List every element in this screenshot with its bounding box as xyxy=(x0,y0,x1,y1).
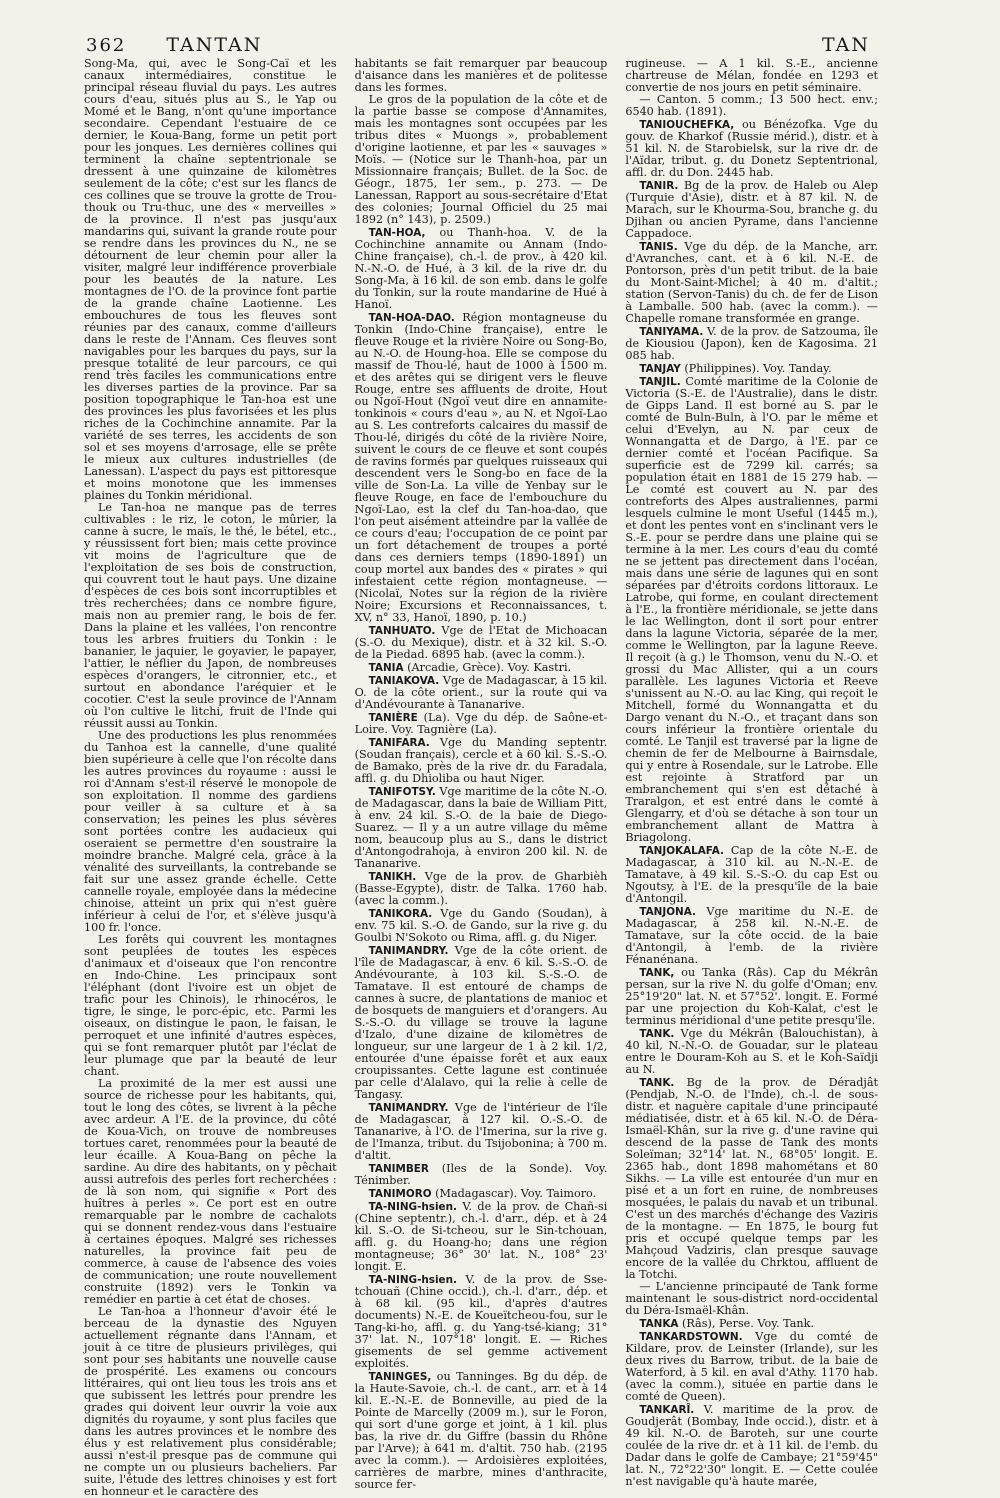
dictionary-entry xyxy=(625,1331,878,1403)
entry-text: Comté maritime de la Colonie de Victoria (S.-E. de l'Australie), dans le distr. de Gipps Land. Il est borné au S. par le comté de Buln-Buln, à l'O. par le même et celui d'Evelyn, au N. par ceux de Wonnangatta et de Dargo, à l'E. par ce dernier comté et l'océan Pacifique. Sa superficie est de 7299 kil. carrés; sa population était en 1881 de 15 279 hab. — Le comté est couvert au N. par des contreforts des Alpes australiennes, parmi lesquels culmine le mont Useful (1445 m.), et dont les pentes vont en s'inclinant vers le S.-E. pour se perdre dans une plaine qui se termine à la mer. Les cours d'eau du comté ne se jettent pas directement dans l'océan, mais dans une série de lagunes qui en sont séparées par d'étroits cordons littoraux. Le Latrobe, qui forme, en coulant directement à l'E., la frontière méridionale, se jette dans le lac Wellington, dont il sort pour entrer dans la lagune Victoria, séparée de la mer, comme le Wellington, par la lagune Reeve. Il reçoit (à g.) le Thomson, venu du N.-O. et grossi du Mac Allister, qui a un cours parallèle. Les lagunes Victoria et Reeve s'unissent au N.-O. au lac King, qui reçoit le Mitchell, formé du Wonnangatta et du Dargo venant du N.-O., et traçant dans son cours inférieur la frontière orientale du comté. Le Tanjil est traversé par la ligne de chemin de fer de Melbourne à Bairnsdale, qui y entre à Rosendale, sur le Latrobe. Elle est rejointe à Stratford par un embranchement qui s'en est détaché à Traralgon, et est entré dans le comté à Glengarry, et d'où se détache à son tour un embranchement allant de Mattra à Briagolong. xyxy=(625,375,878,844)
running-head-right: TAN xyxy=(822,34,870,56)
entry-headword: TANIMORO xyxy=(368,1188,432,1200)
entry-text: Le Tan-hoa a l'honneur d'avoir été le berceau de la dynastie des Nguyen actuellement régnante dans l'Annam, et jouit à ce titre de plusieurs privilèges, qui sont pour ses habitants une nouvelle cause de prospérité. Les examens ou concours littéraires, qui ont lieu tous les trois ans et que subissent les lettrés pour prendre les grades qui doivent leur ouvrir la voie aux dignités du royaume, y sont plus faciles que dans les autres provinces et le nombre des élus y est relativement plus considérable; aussi n'est-il presque pas de commune qui ne compte un ou plusieurs bacheliers. Par suite, l'étude des lettres chinoises y est fort en honneur et le caractère des xyxy=(84,1305,337,1498)
entry-headword: TANJONA. xyxy=(639,906,696,918)
column-right xyxy=(625,57,879,1488)
entry-headword: TANKARÎ. xyxy=(639,1404,695,1416)
entry-text: Le gros de la population de la côte et de la partie basse se compose d'Annamites, mais les montagnes sont occupées par les tribus dites « Muongs », probablement d'origine laotienne, et par les « sauvages » Moïs. — (Notice sur le Thanh-hoa, par un Missionnaire français; Bullet. de la Soc. de Géogr., 1875, 1er sem., p. 273. — De Lanessan, Rapport au sous-secrétaire d'Etat des colonies; Journal Officiel du 25 mai 1892 (n° 143), p. 2509.) xyxy=(354,93,608,226)
entry-text: — Canton. 5 comm.; 13 500 hect. env.; 6540 hab. (1891). xyxy=(625,93,878,118)
entry-headword: TANIFOTSY. xyxy=(368,786,436,798)
dictionary-entry xyxy=(355,908,608,944)
entry-text: Vge du dép. de la Manche, arr. d'Avranches, cant. et à 6 kil. N.-E. de Pontorson, près d'un petit tribut. de la baie du Mont-Saint-Michel; à 40 m. d'altit.; station (Servon-Tanis) du ch. de fer de Lison à Lamballe. 500 hab. (avec la comm.). — Chapelle romane transformée en grange. xyxy=(625,240,878,325)
dictionary-entry xyxy=(355,1188,608,1200)
entry-text: Vge de la côte orient. de l'île de Madagascar, à env. 6 kil. S.-S.-O. de Andévourante, à 103 kil. S.-S.-O. de Tamatave. Il est entouré de champs de cannes à sucre, de plantations de manioc et de bosquets de manguiers et d'orangers. Au S.-S.-O. du village se trouve la lagune d'Izalo, d'une dizaine de kilomètres de longueur, sur une largeur de 1 à 2 kil. 1/2, entourée d'une épaisse forêt et aux eaux croupissantes. Cette lagune est continuée par celle d'Alalavo, qui la relie à celle de Tangasy. xyxy=(354,944,608,1101)
entry-text: V. de la prov. de Satzouma, île de Kiousiou (Japon), ken de Kagosima. 21 085 hab. xyxy=(625,325,878,362)
entry-headword: TANJIL. xyxy=(639,376,681,388)
entry-text: rugineuse. — A 1 kil. S.-E., ancienne chartreuse de Mélan, fondée en 1293 et convertie de nos jours en petit séminaire. xyxy=(625,57,878,94)
entry-headword: TANKA xyxy=(639,1318,679,1330)
dictionary-entry xyxy=(355,737,608,785)
entry-text: Le Tan-hoa ne manque pas de terres cultivables : le riz, le coton, le mûrier, la canne à sucre, le maïs, le thé, le bétel, etc., y réussissent fort bien; mais cette province vit moins de l'agriculture que de l'exploitation de ses bois de construction, qui couvrent tout le haut pays. Une dizaine d'espèces de ces bois sont incorruptibles et très recherchées; dans ce nombre figure, mais non au premier rang, le bois de fer. Dans la plaine et les vallées, l'on rencontre tous les arbres fruitiers du Tonkin : le bananier, le jaquier, le goyavier, le papayer, l'attier, le néflier du Japon, de nombreuses espèces d'orangers, le citronnier, etc., et surtout en abondance l'aréquier et le cocotier. C'est la seule province de l'Annam où l'on cultive le litchi, fruit de l'Inde qui réussit aussi au Tonkin. xyxy=(84,501,337,730)
entry-text: Vge de l'Etat de Michoacan (S.-O. du Mexique), distr. et à 32 kil. S.-O. de la Piedad. 6895 hab. (avec la comm.). xyxy=(354,624,608,661)
entry-headword: TANIS. xyxy=(639,241,678,253)
dictionary-entry xyxy=(625,376,878,844)
entry-text: — L'ancienne principauté de Tank forme maintenant le sous-district nord-occidental du Déra-Ismaël-Khân. xyxy=(625,1280,878,1317)
dictionary-entry xyxy=(625,1404,878,1488)
entry-headword: TANJOKALAFA. xyxy=(639,845,724,857)
entry-text: Vge du Gando (Soudan), à env. 75 kil. S.-O. de Gando, sur la rive g. du Goulbi N'Sokoto ou Rima, affl. g. du Niger. xyxy=(354,907,608,944)
entry-text: Vge maritime de la côte N.-O. de Madagascar, dans la baie de William Pitt, à env. 24 kil. S.-O. de la baie de Diego-Suarez. — Il y a un autre village du même nom, beaucoup plus au S., dans le district d'Antongodrahoja, à environ 200 kil. N. de Tananarive. xyxy=(354,785,608,870)
column-middle xyxy=(354,57,608,1491)
entry-text: ou Thanh-hoa. V. de la Cochinchine annamite ou Annam (Indo-Chine française), ch.-l. de prov., à 420 kil. N.-N.-O. de Hué, à 3 kil. de la rive dr. du Song-Ma, à 16 kil. de son emb. dans le golfe du Tonkin, sur la route mandarine de Hué à Hanoï. xyxy=(354,226,608,311)
entry-text: ou Tanka (Râs). Cap du Mékrân persan, sur la rive N. du golfe d'Oman; env. 25°19'20" lat. N. et 57°52'. longit. E. Formé par une projection du Koh-Kalat, c'est le terminus méridional d'une petite presqu'île. xyxy=(625,966,878,1027)
entry-headword: TANINGES, xyxy=(368,1371,432,1383)
dictionary-entry xyxy=(355,312,608,624)
running-head-center: TAN xyxy=(214,34,263,56)
dictionary-entry xyxy=(355,1371,608,1491)
text-paragraph xyxy=(84,1306,337,1498)
dictionary-entry xyxy=(355,712,608,736)
text-paragraph xyxy=(84,502,337,730)
entry-text: (Arcadie, Grèce). Voy. Kastri. xyxy=(407,661,572,674)
page-number: 362 xyxy=(86,35,127,56)
entry-text: Vge de l'intérieur de l'île de Madagascar, à 127 kil. O.-S.-O. de Tananarive, à l'O. de l'Imerina, sur la rive g. de l'Imanza, tribut. du Tsijobonina; à 700 m. d'altit. xyxy=(354,1101,608,1162)
entry-text: Bg de la prov. de Haleb ou Alep (Turquie d'Asie), distr. et à 87 kil. N. de Marach, sur le Khourma-Sou, branche g. du Djihan ou ancien Pyrame, dans l'ancienne Cappadoce. xyxy=(625,179,878,240)
entry-text: (La). Vge du dép. de Saône-et-Loire. Voy. Tagnière (La). xyxy=(354,711,608,736)
entry-text: Bg de la prov. de Déradjât (Pendjab, N.-O. de l'Inde), ch.-l. de sous-distr. et naguère capitale d'une principauté médiatisée, distr. et à 65 kil. N.-O. de Déra-Ismaël-Khân, sur la rive g. d'une ravine qui descend de la passe de Tank des monts Soleïman; 32°14' lat. N., 68°05' longit. E. 2365 hab., dont 1898 mahométans et 80 Sikhs. — La ville est entourée d'un mur en pisé et a un fort en ruine, de nombreuses mosquées, le palais du navab et un tribunal. C'est un des marchés d'échange des Vaziris de la montagne. — En 1875, le bourg fut pris et occupé quelque temps par les Mahçoud Vadziris, clan presque sauvage encore de la vallée du Chrktou, affluent de la Totchi. xyxy=(625,1076,878,1281)
page-header xyxy=(86,34,870,56)
entry-headword: TANK. xyxy=(639,1077,675,1089)
entry-text: ou Tanninges. Bg du dép. de la Haute-Savoie, ch.-l. de cant., arr. et à 14 kil. E.-N.-E. de Bonneville, au pied de la Pointe de Marcelly (2009 m.), sur le Foron, qui sort d'une gorge et joint, à 1 kil. plus bas, la rive dr. du Giffre (bassin du Rhône par l'Arve); à 641 m. d'altit. 750 hab. (2195 avec la comm.). — Ardoisières exploitées, carrières de marbre, mines d'anthracite, source fer- xyxy=(354,1370,608,1491)
entry-headword: TANIMANDRY. xyxy=(368,945,449,957)
entry-headword: TANKARDSTOWN. xyxy=(639,1331,743,1343)
dictionary-entry xyxy=(355,945,608,1101)
entry-headword: TANIMANDRY. xyxy=(368,1102,449,1114)
text-paragraph xyxy=(355,94,608,226)
entry-text: Song-Ma, qui, avec le Song-Caï et les canaux intermédiaires, constitue le principal réseau fluvial du pays. Les autres cours d'eau, situés plus au S., le Yap ou Momé et le Bang, n'ont qu'une importance secondaire. Cependant l'estuaire de ce dernier, le Koua-Bang, forme un petit port pour les jonques. Les dernières collines qui terminent la chaîne septentrionale se dressent à une quinzaine de kilomètres seulement de la côte; c'est sur les flancs de ces collines que se trouve la grotte de Trou-thouk ou Tru-thuc, une des « merveilles » de la province. Il n'est pas jusqu'aux mandarins qui, suivant la grande route pour se rendre dans les provinces du N., ne se détournent de leur chemin pour aller la visiter, malgré leur indifférence proverbiale pour les beautés de la nature. Les montagnes de l'O. de la province font partie de la grande chaîne Laotienne. Les embouchures de tous les fleuves sont réunies par des canaux, comme d'ailleurs dans le reste de l'Annam. Ces fleuves sont navigables pour les barques du pays, sur la presque totalité de leur parcours, ce qui rend très faciles les communications entre les diverses parties de la province. Par sa position topographique le Tan-hoa est une des provinces les plus favorisées et les plus riches de la Cochinchine annamite. Par la variété de ses terres, les accidents de son sol et ses moyens d'arrosage, elle se prête le mieux aux cultures industrielles (de Lanessan). L'aspect du pays est pittoresque et moins monotone que les immenses plaines du Tonkin méridional. xyxy=(84,57,337,502)
text-paragraph xyxy=(84,58,337,502)
dictionary-entry xyxy=(355,227,608,311)
entry-headword: TANIÈRE xyxy=(368,712,418,724)
entry-text: V. de la prov. de Chañ-si (Chine septentr.), ch.-l. d'arr., dép. et à 24 kil. S.-O. de Si-tcheou, sur le Sin-tchouan, affl. g. du Hoang-ho; dans une région montagneuse; 36° 30' lat. N., 108° 23' longit. E. xyxy=(354,1200,608,1273)
text-paragraph xyxy=(84,1078,337,1306)
dictionary-entry xyxy=(625,1077,878,1281)
entry-headword: TANIKORA. xyxy=(368,908,433,920)
entry-headword: TANIR. xyxy=(639,180,679,192)
entry-headword: TANIKH. xyxy=(368,871,417,883)
entry-text: (Râs), Perse. Voy. Tank. xyxy=(682,1317,814,1330)
dictionary-entry xyxy=(625,1318,878,1330)
dictionary-entry xyxy=(355,662,608,674)
dictionary-entry xyxy=(355,1201,608,1273)
dictionary-entry xyxy=(625,845,878,905)
entry-text: Région montagneuse du Tonkin (Indo-Chine française), entre le fleuve Rouge et la rivière Noire ou Song-Bo, au N.-O. de Houng-hoa. Elle se compose du massif de Thou-lé, haut de 1000 à 1500 m. et des arêtes qui se dirigent vers le fleuve Rouge, entre ses affluents de droite, Hout ou Ngoï-Hout (Ngoï veut dire en annamite-tonkinois « cours d'eau », au N. et Ngoï-Lao au S. Les contreforts calcaires du massif de Thou-lé, dirigés du côté de la rivière Noire, suivent le cours de ce fleuve et sont coupés de ravins formés par quelques ruisseaux qui descendent vers le Song-bo en face de la ville de Son-La. La ville de Yenbay sur le fleuve Rouge, en face de l'embouchure du Ngoï-Lao, est la clef du Tan-hoa-dao, que l'on peut aisément atteindre par la vallée de ce cours d'eau; l'occupation de ce point par un fort détachement de troupes a porté dans ces derniers temps (1890-1891) un coup mortel aux bandes des « pirates » qui infestaient cette région montagneuse. — (Nicolaï, Notes sur la région de la rivière Noire; Excursions et Reconnaissances, t. XV, n° 33, Hanoï, 1890, p. 10.) xyxy=(354,311,608,624)
entry-text: (Philippines). Voy. Tanday. xyxy=(684,362,832,375)
entry-text: Vge maritime du N.-E. de Madagascar, à 258 kil. N.-N.-E. de Tamatave, sur la côte occid. de la baie d'Antongil, à l'emb. de la rivière Fénanénana. xyxy=(625,905,878,966)
dictionary-entry xyxy=(625,363,878,375)
entry-text: Une des productions les plus renommées du Tanhoa est la cannelle, d'une qualité bien supérieure à celle que l'on récolte dans les autres provinces du royaume : aussi le roi d'Annam s'est-il réservé le monopole de son exploitation. Il nomme des gardiens pour veiller à sa culture et à sa conservation; les peines les plus sévères sont portées contre les audacieux qui oseraient se permettre d'en soustraire la moindre branche. Malgré cela, grâce à la vénalité des surveillants, la contrebande se fait sur une assez grande échelle. Cette cannelle royale, employée dans la médecine chinoise, atteint un prix qui n'est guère inférieur à celui de l'or, et s'élève jusqu'à 100 fr. l'once. xyxy=(84,729,337,934)
dictionary-entry xyxy=(625,119,878,179)
entry-headword: TA-NING-hsien. xyxy=(368,1201,457,1213)
dictionary-entry xyxy=(625,180,878,240)
text-paragraph xyxy=(84,730,337,934)
entry-text: Cap de la côte N.-E. de Madagascar, à 310 kil. au N.-N.-E. de Tamatave, à 49 kil. S.-S.-O. du cap Est ou Ngoutsy, à l'E. de la presqu'île de la baie d'Antongil. xyxy=(625,844,879,905)
dictionary-entry xyxy=(355,1274,608,1370)
column-left xyxy=(84,57,337,1498)
entry-text: V. maritime de la prov. de Goudjerât (Bombay, Inde occid.), distr. et à 49 kil. N.-O. de Baroteh, sur une courte coulée de la rive dr. et à 11 kil. de l'emb. du Dadar dans le golfe de Cambaye; 21°59'45" lat. N., 72°22'30" longit. E. — Cette coulée n'est navigable qu'à haute marée, xyxy=(625,1403,878,1488)
entry-text: Vge du Manding septentr. (Soudan français), cercle et à 60 kil. S.-S.-O. de Bamako, près de la rive dr. du Faradala, affl. g. du Dhioliba ou haut Niger. xyxy=(354,736,608,785)
dictionary-entry xyxy=(355,1163,608,1187)
entry-headword: TANHUATO. xyxy=(368,625,436,637)
entry-text: (Iles de la Sonde). Voy. Ténimber. xyxy=(354,1162,608,1187)
entry-headword: TANIOUCHEFKA, xyxy=(639,119,735,131)
entry-text: ou Bénézofka. Vge du gouv. de Kharkof (Russie mérid.), distr. et à 51 kil. N. de Starobielsk, sur la rive dr. de l'Aïdar, tribut. g. du Donetz Septentrional, affl. dr. du Don. 2445 hab. xyxy=(625,118,879,179)
running-heads xyxy=(126,34,870,56)
entry-text: Vge de Madagascar, à 15 kil. O. de la côte orient., sur la route qui va d'Andévourante à Tananarive. xyxy=(354,674,608,711)
text-paragraph xyxy=(625,1281,878,1317)
entry-text: La proximité de la mer est aussi une source de richesse pour les habitants, qui, tout le long des côtes, se livrent à la pêche avec ardeur. A l'E. de la province, du côté de Koua-Vich, on trouve de nombreuses tortues caret, renommées pour la beauté de leur écaille. A Koua-Bang on pêche la sardine. Au dire des habitants, on y pêchait aussi autrefois des perles fort recherchées : de là son nom, qui signifie « Port des huîtres à perles ». Ce port est en outre remarquable par le nombre de cachalots qui se donnent rendez-vous dans l'estuaire à certaines époques. Malgré ses richesses naturelles, la province fait peu de commerce, à cause de l'absence des voies de communication; une route nouvellement construite (1892) vers le Tonkin va remédier en partie à cet état de choses. xyxy=(84,1077,337,1306)
entry-text: Vge de la prov. de Gharbièh (Basse-Egypte), distr. de Talka. 1760 hab. (avec la comm.). xyxy=(354,870,608,907)
dictionary-entry xyxy=(625,906,878,966)
text-paragraph xyxy=(625,58,878,94)
entry-headword: TANIMBER xyxy=(368,1163,429,1175)
entry-headword: TANIA xyxy=(368,662,404,674)
entry-headword: TANIAKOVA. xyxy=(368,675,440,687)
entry-text: (Madagascar). Voy. Taimoro. xyxy=(435,1187,597,1200)
text-paragraph xyxy=(84,934,337,1078)
entry-headword: TA-NING-hsien. xyxy=(368,1274,457,1286)
dictionary-entry xyxy=(355,871,608,907)
entry-headword: TANJAY xyxy=(639,363,681,375)
dictionary-entry xyxy=(625,967,878,1027)
entry-headword: TANK, xyxy=(639,967,675,979)
dictionary-entry xyxy=(355,625,608,661)
entry-headword: TANIFARA. xyxy=(368,737,430,749)
running-head-left: TAN xyxy=(166,34,215,56)
entry-headword: TAN-HOA-DAO. xyxy=(368,312,455,324)
text-columns xyxy=(84,57,879,1498)
entry-headword: TANIYAMA. xyxy=(639,326,704,338)
entry-text: Les forêts qui couvrent les montagnes sont peuplées de toutes les espèces d'animaux et d'oiseaux que l'on rencontre en Indo-Chine. Les principaux sont l'éléphant (dont l'ivoire est un objet de trafic pour les Chinois), le rhinocéros, le tigre, le singe, le porc-épic, etc. Parmi les oiseaux, on distingue le paon, le faisan, le perroquet et une infinité d'autres espèces, qui se font remarquer plutôt par l'éclat de leur plumage que par la beauté de leur chant. xyxy=(84,933,337,1078)
entry-text: Vge du Mékrân (Balouchistan), à 40 kil, N.-N.-O. de Gouadar, sur le plateau entre le Douram-Koh au S. et le Koh-Saïdji au N. xyxy=(625,1027,879,1076)
dictionary-entry xyxy=(355,1102,608,1162)
entry-headword: TAN-HOA, xyxy=(368,227,426,239)
entry-text: habitants se fait remarquer par beaucoup d'aisance dans les manières et de politesse dans les formes. xyxy=(354,57,608,94)
entry-headword: TANK. xyxy=(639,1028,675,1040)
dictionary-entry xyxy=(355,675,608,711)
dictionary-entry xyxy=(625,326,878,362)
entry-text: V. de la prov. de Sse-tchouañ (Chine occid.), ch.-l. d'arr., dép. et à 68 kil. (95 kil., d'après d'autres documents) N.-E. de Koueïtcheou-fou, sur le Tang-ki-ho, affl. g. du Yang-tsé-kiang; 31° 37' lat. N., 107°18' longit. E. — Riches gisements de sel gemme activement exploités. xyxy=(354,1273,608,1370)
dictionary-entry xyxy=(625,241,878,325)
dictionary-entry xyxy=(625,1028,878,1076)
text-paragraph xyxy=(355,58,608,94)
dictionary-entry xyxy=(355,786,608,870)
entry-text: Vge du comté de Kildare, prov. de Leinster (Irlande), sur les deux rives du Barrow, tribut. de la baie de Waterford, à 5 kil. en aval d'Athy. 1170 hab. (avec la comm.), située en partie dans le comté de Queen). xyxy=(625,1330,878,1403)
text-paragraph xyxy=(625,94,878,118)
